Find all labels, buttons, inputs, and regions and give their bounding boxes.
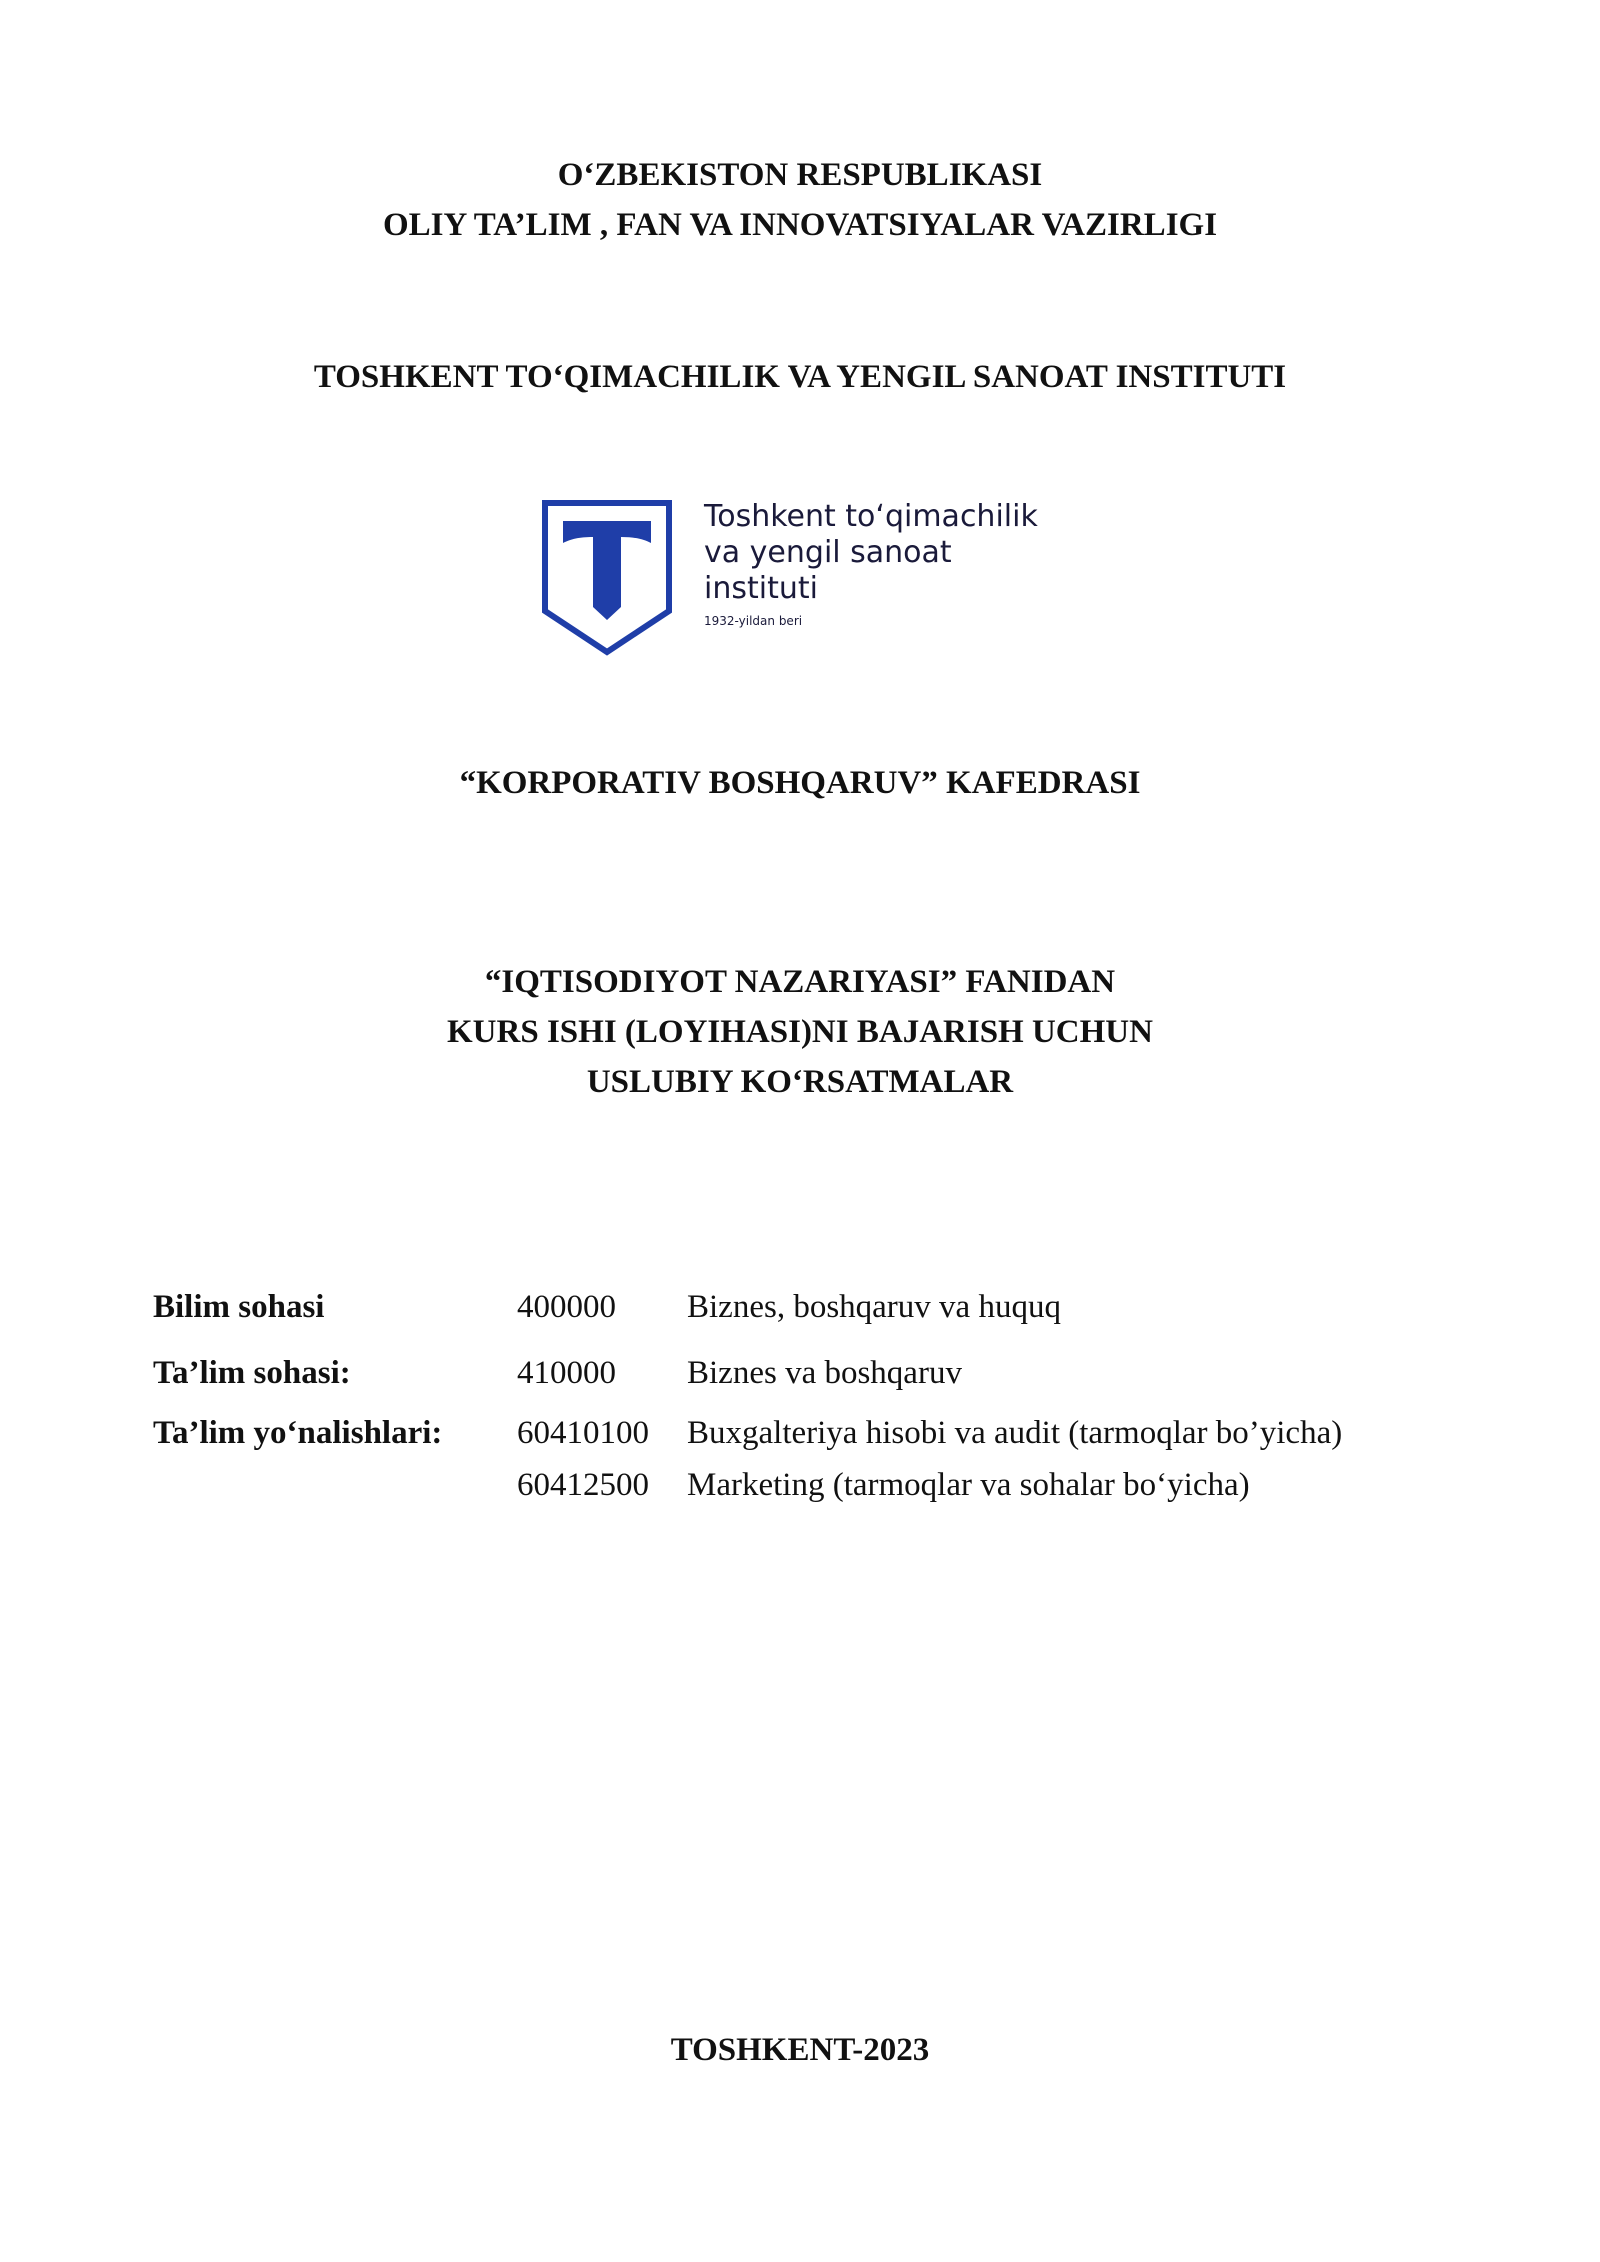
subject-line-3: USLUBIY KO‘RSATMALAR: [586, 1064, 1014, 1100]
info-value: Marketing (tarmoqlar va sohalar bo‘yicha): [687, 1467, 1250, 1503]
subject-line-1: “IQTISODIYOT NAZARIYASI” FANIDAN: [484, 964, 1116, 1000]
subject-title: [0, 957, 1600, 1107]
logo-text-line-2: va yengil sanoat: [704, 535, 952, 570]
info-code: 400000: [517, 1289, 616, 1325]
info-row: [153, 1392, 1342, 1452]
info-value: Biznes va boshqaruv: [687, 1355, 962, 1391]
institute-logo: [541, 499, 1071, 659]
city-year: TOSHKENT-2023: [670, 2032, 930, 2068]
info-label: Ta’lim sohasi:: [153, 1355, 351, 1391]
field-info-table: [153, 1260, 1342, 1504]
info-label: Bilim sohasi: [153, 1289, 325, 1325]
logo-since-text: 1932-yildan beri: [704, 614, 803, 628]
logo-wordmark: [704, 499, 1038, 628]
info-label: Ta’lim yo‘nalishlari:: [153, 1415, 443, 1451]
info-code: 410000: [517, 1355, 616, 1391]
subject-line-2: KURS ISHI (LOYIHASI)NI BAJARISH UCHUN: [447, 1014, 1153, 1050]
institute-heading: TOSHKENT TO‘QIMACHILIK VA YENGIL SANOAT INSTITUTI: [313, 359, 1287, 395]
ministry-line-1: O‘ZBEKISTON RESPUBLIKASI: [557, 157, 1043, 193]
info-value: Biznes, boshqaruv va huquq: [687, 1289, 1061, 1325]
info-row: [153, 1452, 1342, 1504]
department-heading: “KORPORATIV BOSHQARUV” KAFEDRASI: [459, 765, 1141, 801]
info-code: 60410100: [517, 1415, 649, 1451]
institute-shield-logo-icon: [541, 499, 673, 656]
logo-text-line-1: Toshkent to‘qimachilik: [704, 499, 1038, 534]
info-code: 60412500: [517, 1467, 649, 1503]
info-label: [153, 1452, 517, 1504]
ministry-heading: [0, 150, 1600, 250]
info-row: [153, 1326, 1342, 1392]
info-row: [153, 1260, 1342, 1326]
ministry-line-2: OLIY TA’LIM , FAN VA INNOVATSIYALAR VAZIRLIGI: [382, 207, 1218, 243]
logo-text-line-3: instituti: [704, 571, 818, 606]
info-value: Buxgalteriya hisobi va audit (tarmoqlar bo’yicha): [687, 1415, 1343, 1451]
